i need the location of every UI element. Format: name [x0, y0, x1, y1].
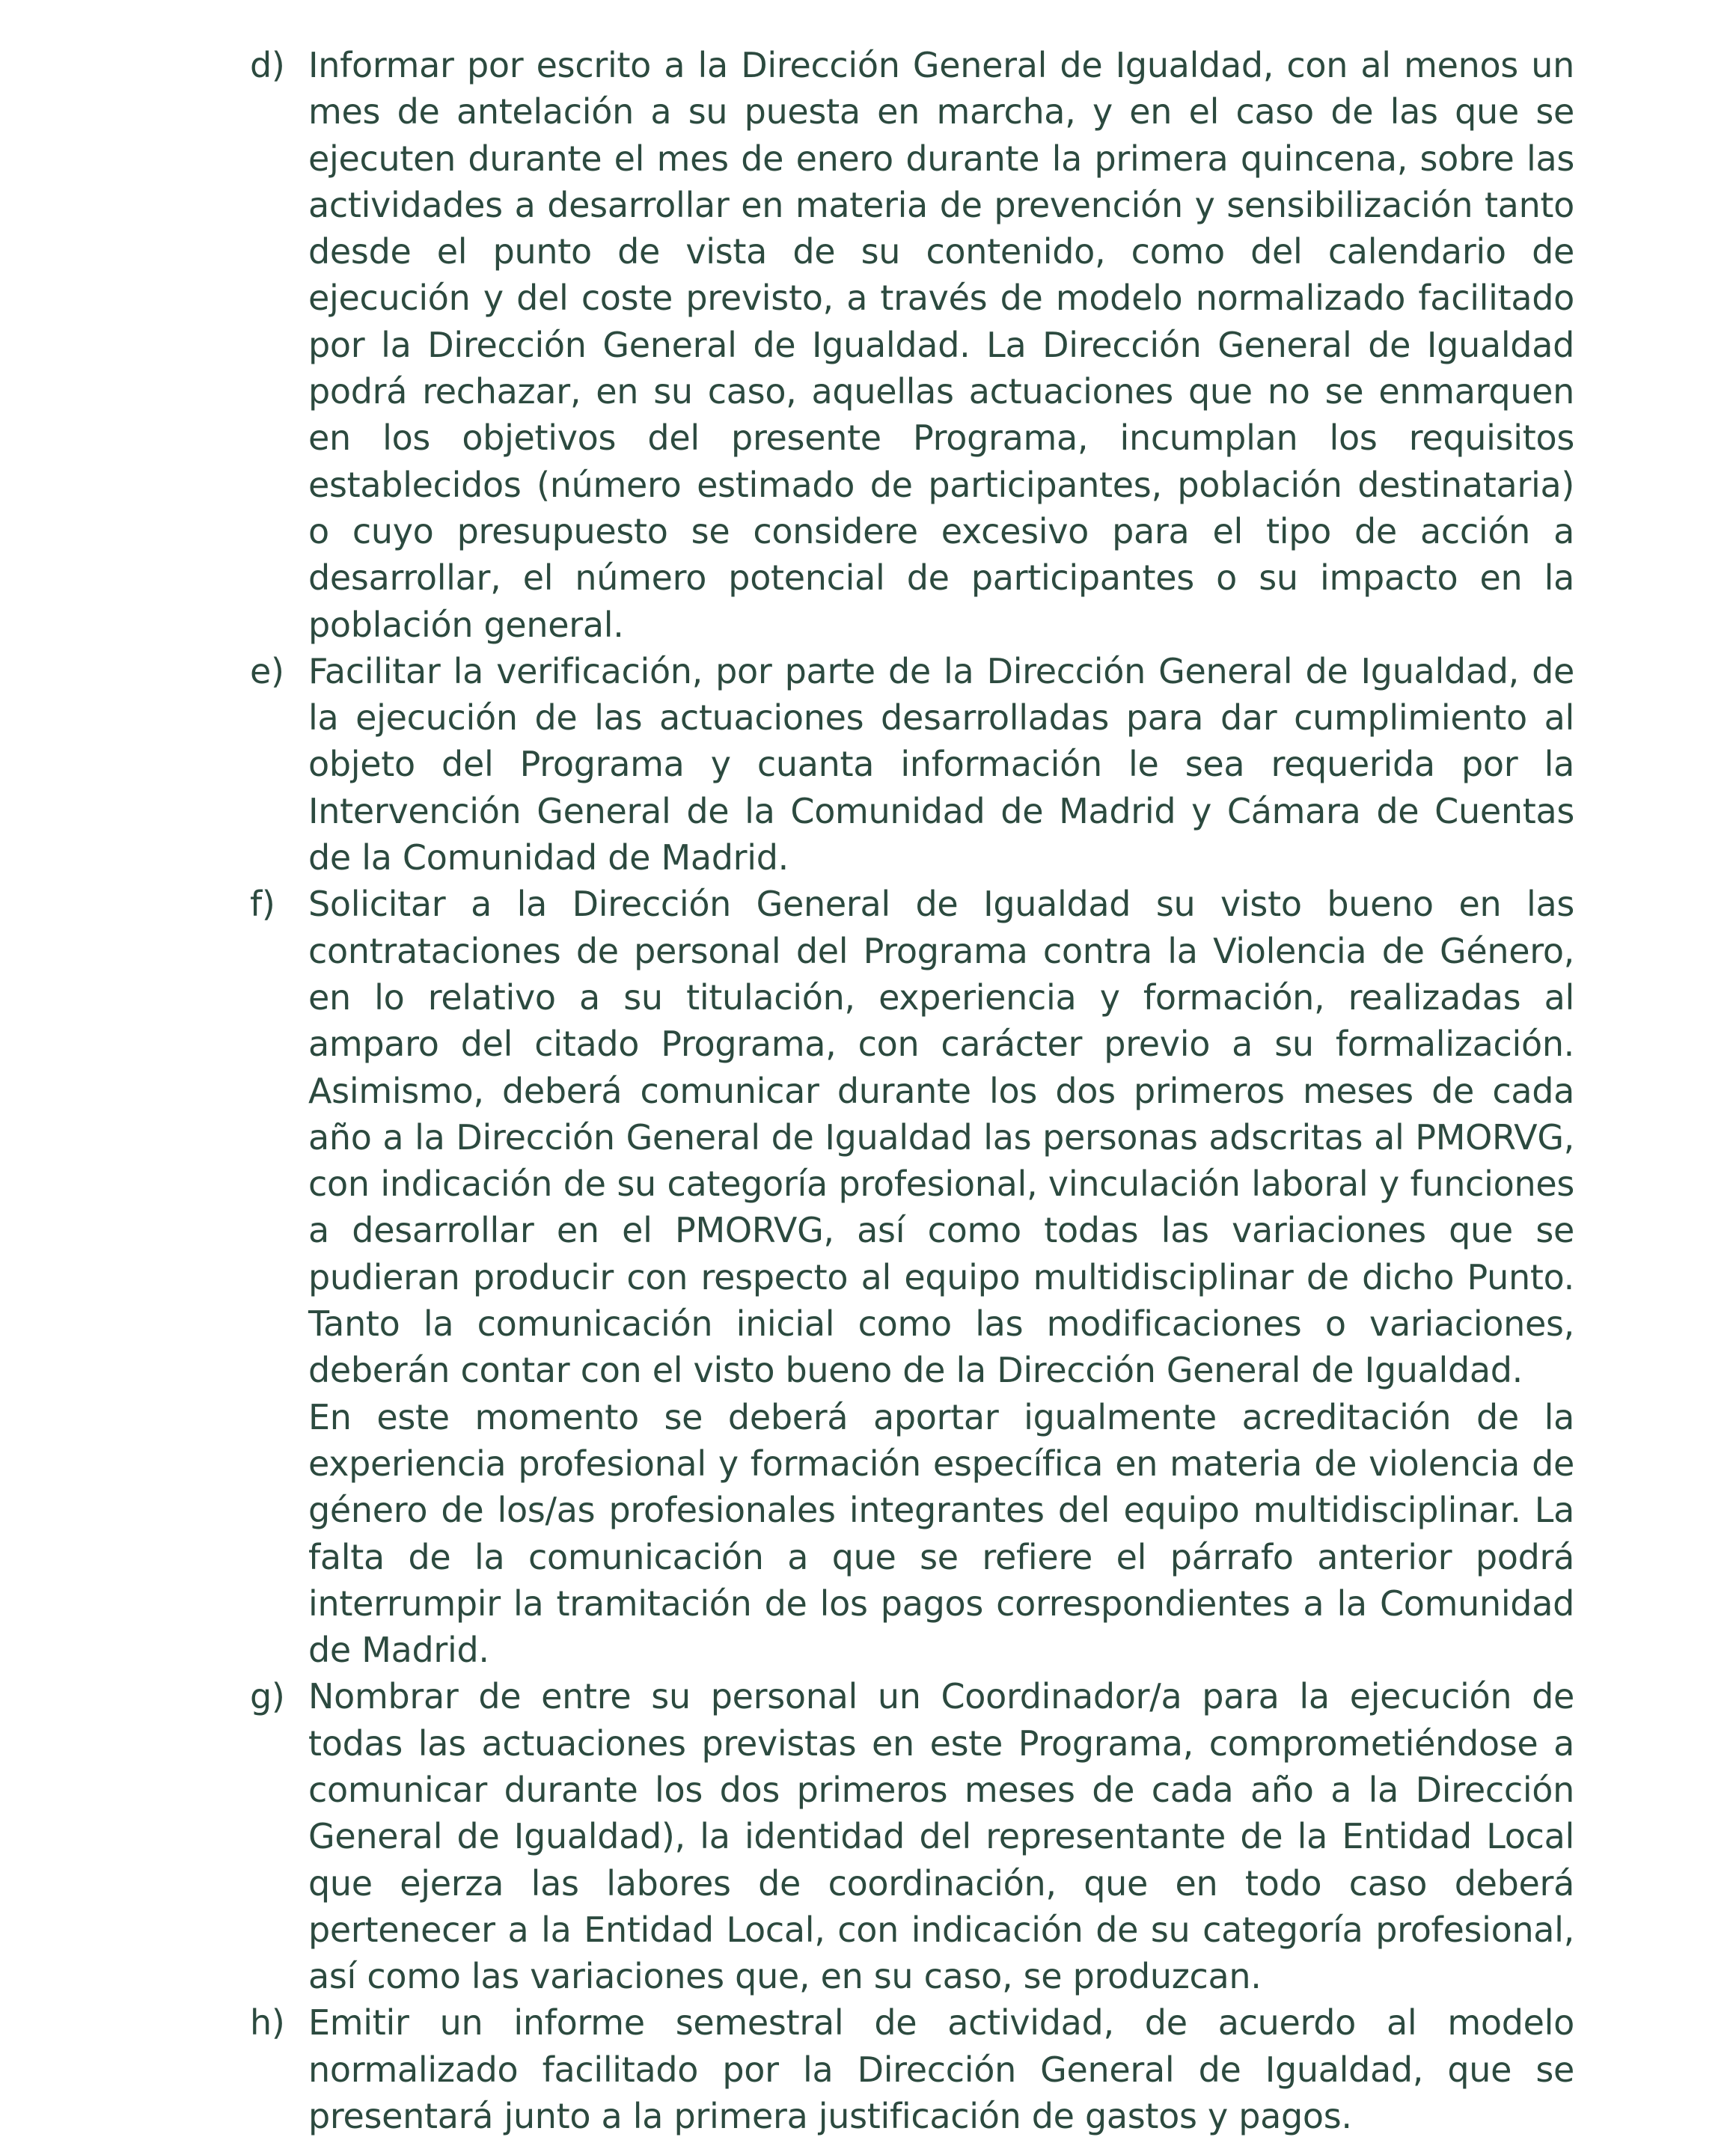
document-page [250, 42, 1574, 2139]
item-body [308, 1999, 1574, 2139]
list-item-d [250, 42, 1574, 648]
item-letter: g) [250, 1676, 285, 1717]
list-item-f [250, 881, 1574, 1673]
item-body [308, 1673, 1574, 1999]
item-paragraph: En este momento se deberá aportar igualmente acreditación de la experiencia profesional y formación específica en materia de violencia de género de los/as profesionales integrantes del equipo multidisciplinar. La falta de la comunicación a que se refiere el párrafo anterior podrá interrumpir la tramitación de los pagos correspondientes a la Comunidad de Madrid. [308, 1396, 1574, 1671]
list-item-h [250, 1999, 1574, 2139]
item-paragraph: Facilitar la verificación, por parte de la Dirección General de Igualdad, de la ejecución de las actuaciones desarrolladas para dar cumplimiento al objeto del Programa y cuanta información le sea requerida por la Intervención General de la Comunidad de Madrid y Cámara de Cuentas de la Comunidad de Madrid. [308, 650, 1574, 878]
item-letter: f) [250, 884, 275, 925]
item-body [308, 42, 1574, 648]
list-item-g [250, 1673, 1574, 1999]
item-letter: e) [250, 650, 284, 691]
item-body [308, 881, 1574, 1673]
list-item-e [250, 648, 1574, 881]
item-paragraph: Nombrar de entre su personal un Coordinador/a para la ejecución de todas las actuaciones previstas en este Programa, comprometiéndose a comunicar durante los dos primeros meses de cada año a la Dirección General de Igualdad), la identidad del representante de la Entidad Local que ejerza las labores de coordinación, que en todo caso deberá pertenecer a la Entidad Local, con indicación de su categoría profesional, así como las variaciones que, en su caso, se produzcan. [308, 1676, 1574, 1997]
item-body [308, 648, 1574, 881]
item-letter: d) [250, 45, 285, 85]
item-paragraph: Solicitar a la Dirección General de Igualdad su visto bueno en las contrataciones de personal del Programa contra la Violencia de Género, en lo relativo a su titulación, experiencia y formación, realizadas al amparo del citado Programa, con carácter previo a su formalización. Asimismo, deberá comunicar durante los dos primeros meses de cada año a la Dirección General de Igualdad las personas adscritas al PMORVG, con indicación de su categoría profesional, vinculación laboral y funciones a desarrollar en el PMORVG, así como todas las variaciones que se pudieran producir con respecto al equipo multidisciplinar de dicho Punto. Tanto la comunicación inicial como las modificaciones o variaciones, deberán contar con el visto bueno de la Dirección General de Igualdad. [308, 884, 1574, 1391]
item-paragraph: Emitir un informe semestral de actividad, de acuerdo al modelo normalizado facilitado por la Dirección General de Igualdad, que se presentará junto a la primera justificación de gastos y pagos. [308, 2002, 1574, 2137]
item-letter: h) [250, 2002, 285, 2043]
item-paragraph: Informar por escrito a la Dirección General de Igualdad, con al menos un mes de antelación a su puesta en marcha, y en el caso de las que se ejecuten durante el mes de enero durante la primera quincena, sobre las actividades a desarrollar en materia de prevención y sensibilización tanto desde el punto de vista de su contenido, como del calendario de ejecución y del coste previsto, a través de modelo normalizado facilitado por la Dirección General de Igualdad. La Dirección General de Igualdad podrá rechazar, en su caso, aquellas actuaciones que no se enmarquen en los objetivos del presente Programa, incumplan los requisitos establecidos (número estimado de participantes, población destinataria) o cuyo presupuesto se considere excesivo para el tipo de acción a desarrollar, el número potencial de participantes o su impacto en la población general. [308, 45, 1574, 645]
